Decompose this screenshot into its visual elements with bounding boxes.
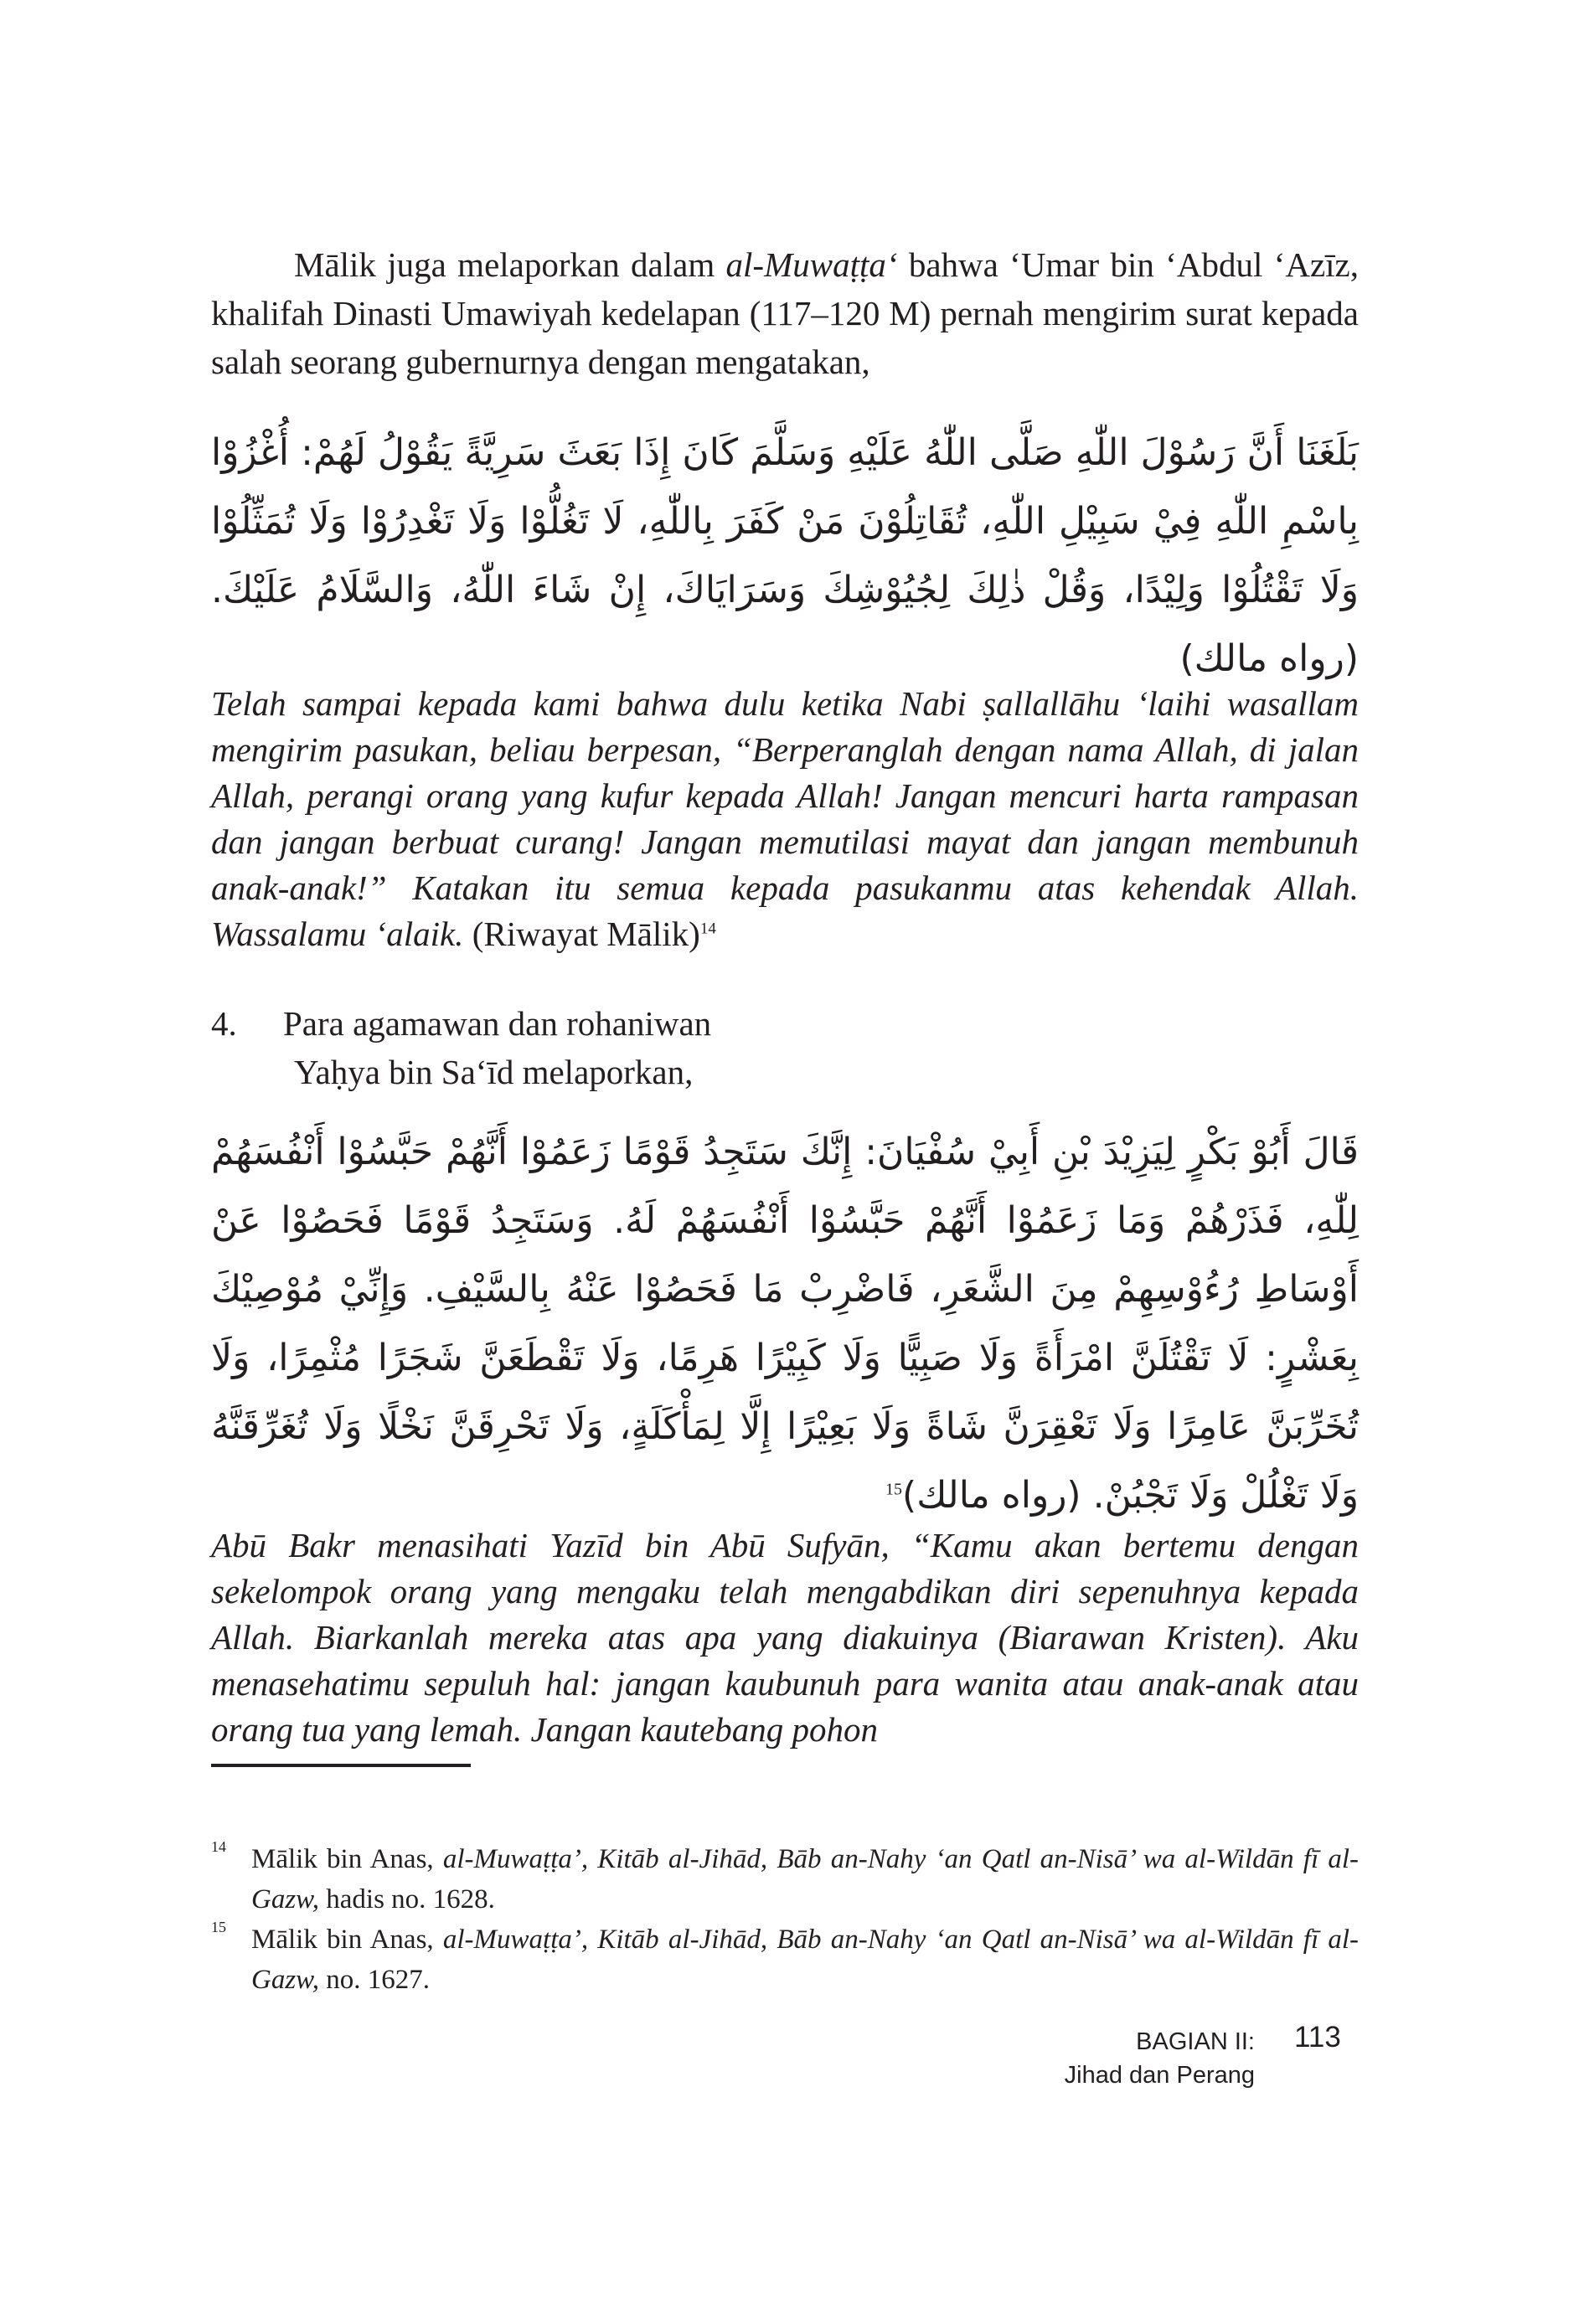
footer-part: BAGIAN II: <box>1136 2028 1255 2055</box>
footnote-14 <box>211 1839 1359 1919</box>
list-heading: Para agamawan dan rohaniwan <box>283 1004 712 1043</box>
footnote-author: Mālik bin Anas, <box>251 1844 443 1874</box>
page-number: 113 <box>1294 2021 1341 2053</box>
list-intro: Yaḥya bin Sa‘īd melaporkan, <box>294 1053 694 1091</box>
paragraph-1-before: Mālik juga melaporkan dalam <box>294 245 726 284</box>
paragraph-1-after: bahwa ‘Umar bin ‘Abdul ‘Azīz, khalifah Dinasti Umawiyah kedelapan (117–120 M) pernah mengirim surat kepada salah seorang gubernurnya dengan mengatakan, <box>211 245 1359 381</box>
arabic-quote-1 <box>211 419 1359 693</box>
body-paragraph-1 <box>211 240 1359 386</box>
footnote-15 <box>211 1919 1359 2000</box>
translation-1-source: (Riwayat Mālik) <box>472 915 700 953</box>
footnote-author: Mālik bin Anas, <box>251 1925 443 1955</box>
footer-chapter: Jihad dan Perang <box>1064 2062 1255 2089</box>
footnote-title: al-Muwaṭṭa’, Kitāb al-Jihād, Bāb an-Nahy ‘an Qatl an-Nisā’ wa al-Wildān fī al-Gazw, <box>251 1925 1360 1995</box>
footnote-number: 14 <box>211 1838 226 1855</box>
footnote-rule <box>211 1764 471 1767</box>
list-item-4 <box>211 999 1359 1096</box>
footnote-number: 15 <box>211 1919 226 1935</box>
footnote-rest: no. 1627. <box>319 1965 430 1995</box>
translation-2 <box>211 1523 1359 1753</box>
arabic-text-1: بَلَغَنَا أَنَّ رَسُوْلَ اللّٰهِ صَلَّى اللّٰهُ عَلَيْهِ وَسَلَّمَ كَانَ إِذَا بَعَثَ سَرِيَّةً يَقُوْلُ لَهُمْ: أُغْزُوْا بِاسْمِ اللّٰهِ فِيْ سَبِيْلِ اللّٰهِ، تُقَاتِلُوْنَ مَنْ كَفَرَ بِاللّٰهِ، لَا تَغُلُّوْا وَلَا تَغْدِرُوْا وَلَا تُمَثِّلُوْا وَلَا تَقْتُلُوْا وَلِيْدًا، وَقُلْ ذٰلِكَ لِجُيُوْشِكَ وَسَرَايَاكَ، إِنْ شَاءَ اللّٰهُ، وَالسَّلَامُ عَلَيْكَ. (رواه مالك) <box>211 431 1359 680</box>
running-footer <box>1057 2025 1255 2092</box>
arabic-quote-2 <box>211 1118 1359 1530</box>
footnote-title: al-Muwaṭṭa’, Kitāb al-Jihād, Bāb an-Nahy ‘an Qatl an-Nisā’ wa al-Wildān fī al-Gazw, <box>251 1844 1360 1914</box>
translation-2-text: Abū Bakr menasihati Yazīd bin Abū Sufyān, “Kamu akan bertemu dengan sekelompok orang yang mengaku telah mengabdikan diri sepenuhnya kepada Allah. Biarkanlah mereka atas apa yang diakuinya (Biarawan Kristen). Aku menasehatimu sepuluh hal: jangan kaubunuh para wanita atau anak-anak atau orang tua yang lemah. Jangan kautebang pohon <box>211 1526 1359 1749</box>
paragraph-1-italic: al-Muwaṭṭa‘ <box>725 245 898 284</box>
translation-1-text: Telah sampai kepada kami bahwa dulu ketika Nabi ṣallallāhu ‘laihi wasallam mengirim pasukan, beliau berpesan, “Berperanglah dengan nama Allah, di jalan Allah, perangi orang yang kufur kepada Allah! Jangan mencuri harta rampasan dan jangan berbuat curang! Jangan memutilasi mayat dan jangan membunuh anak-anak!” Katakan itu semua kepada pasukanmu atas kehendak Allah. Wassalamu ‘alaik. <box>211 684 1359 953</box>
translation-1 <box>211 681 1359 957</box>
arabic-text-2: قَالَ أَبُوْ بَكْرٍ لِيَزِيْدَ بْنِ أَبِيْ سُفْيَانَ: إِنَّكَ سَتَجِدُ قَوْمًا زَعَمُوْا أَنَّهُمْ حَبَّسُوْا أَنْفُسَهُمْ لِلّٰهِ، فَذَرْهُمْ وَمَا زَعَمُوْا أَنَّهُمْ حَبَّسُوْا أَنْفُسَهُمْ لَهُ. وَسَتَجِدُ قَوْمًا فَحَصُوْا عَنْ أَوْسَاطِ رُءُوْسِهِمْ مِنَ الشَّعَرِ، فَاضْرِبْ مَا فَحَصُوْا عَنْهُ بِالسَّيْفِ. وَإِنِّيْ مُوْصِيْكَ بِعَشْرٍ: لَا تَقْتُلَنَّ امْرَأَةً وَلَا صَبِيًّا وَلَا كَبِيْرًا هَرِمًا، وَلَا تَقْطَعَنَّ شَجَرًا مُثْمِرًا، وَلَا تُخَرِّبَنَّ عَامِرًا وَلَا تَعْقِرَنَّ شَاةً وَلَا بَعِيْرًا إِلَّا لِمَأْكَلَةٍ، وَلَا تَحْرِقَنَّ نَخْلًا وَلَا تُغَرِّقَنَّهُ وَلَا تَغْلُلْ وَلَا تَجْبُنْ. (رواه مالك) <box>211 1131 1359 1517</box>
footnote-ref-14[interactable]: 14 <box>699 920 716 938</box>
footnote-ref-15[interactable]: 15 <box>885 1480 903 1499</box>
footnote-rest: hadis no. 1628. <box>319 1884 495 1914</box>
list-number: 4. <box>211 1004 237 1043</box>
